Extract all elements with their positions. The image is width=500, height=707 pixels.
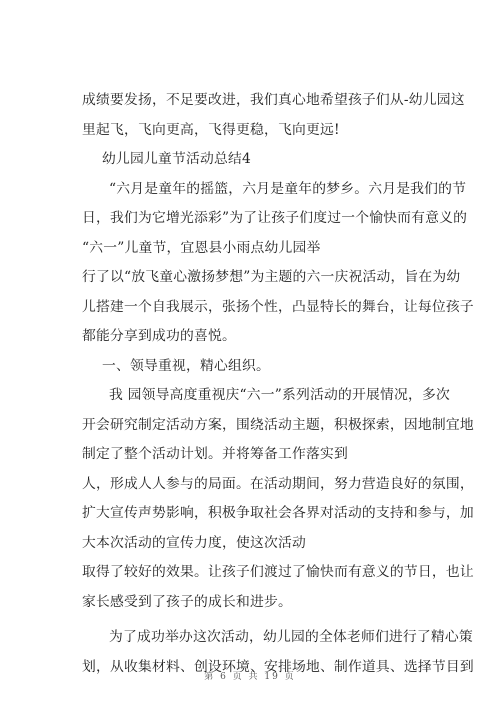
text-line: 行了以“放飞童心激扬梦想”为主题的六一庆祝活动，旨在为幼	[82, 269, 461, 285]
page-number-footer: 第 6 页 共 19 页	[204, 672, 296, 682]
text-line: 都能分享到成功的喜悦。	[82, 328, 236, 344]
text-line: 儿搭建一个自我展示，张扬个性，凸显特长的舞台，让每位孩子	[82, 298, 474, 315]
text-line: 划，从收集材料、创设环境、安排场地、制作道具、选择节目到	[82, 658, 474, 675]
text-line: “六一”儿童节，宜恩县小雨点幼儿园举	[82, 239, 321, 256]
text-line: 日，我们为它增光添彩”为了让孩子们度过一个愉快而有意义的	[82, 210, 468, 226]
text-line: 扩大宣传声势影响，积极争取社会各界对活动的支持和参与，加	[82, 505, 474, 521]
text-line: 人，形成人人参与的局面。在活动期间，努力营造良好的氛围，	[82, 475, 474, 492]
text-line: 制定了整个活动计划。并将筹备工作落实到	[82, 446, 348, 462]
text-line: 里起飞，飞向更高，飞得更稳，飞向更远!	[82, 121, 340, 138]
text-line: 成绩要发扬，不足要改进，我们真心地希望孩子们从-幼儿园这	[82, 92, 465, 108]
text-line: “六月是童年的摇篮，六月是童年的梦乡。六月是我们的节	[109, 180, 467, 197]
text-line: 家长感受到了孩子的成长和进步。	[82, 593, 292, 610]
text-line: 取得了较好的效果。让孩子们渡过了愉快而有意义的节日，也让	[82, 564, 474, 580]
text-line: 为了成功举办这次活动，幼儿园的全体老师们进行了精心策	[109, 629, 473, 645]
section-heading: 幼儿园儿童节活动总结4	[102, 151, 251, 167]
subsection-heading: 一、领导重视，精心组织。	[102, 357, 270, 374]
text-line: 我 园领导高度重视庆“六一”系列活动的开展情况，多次	[109, 387, 451, 403]
text-line: 开会研究制定活动方案，围绕活动主题，积极探索，因地制宜地	[82, 416, 474, 433]
text-line: 大本次活动的宣传力度，使这次活动	[82, 534, 306, 551]
document-body	[82, 86, 474, 682]
